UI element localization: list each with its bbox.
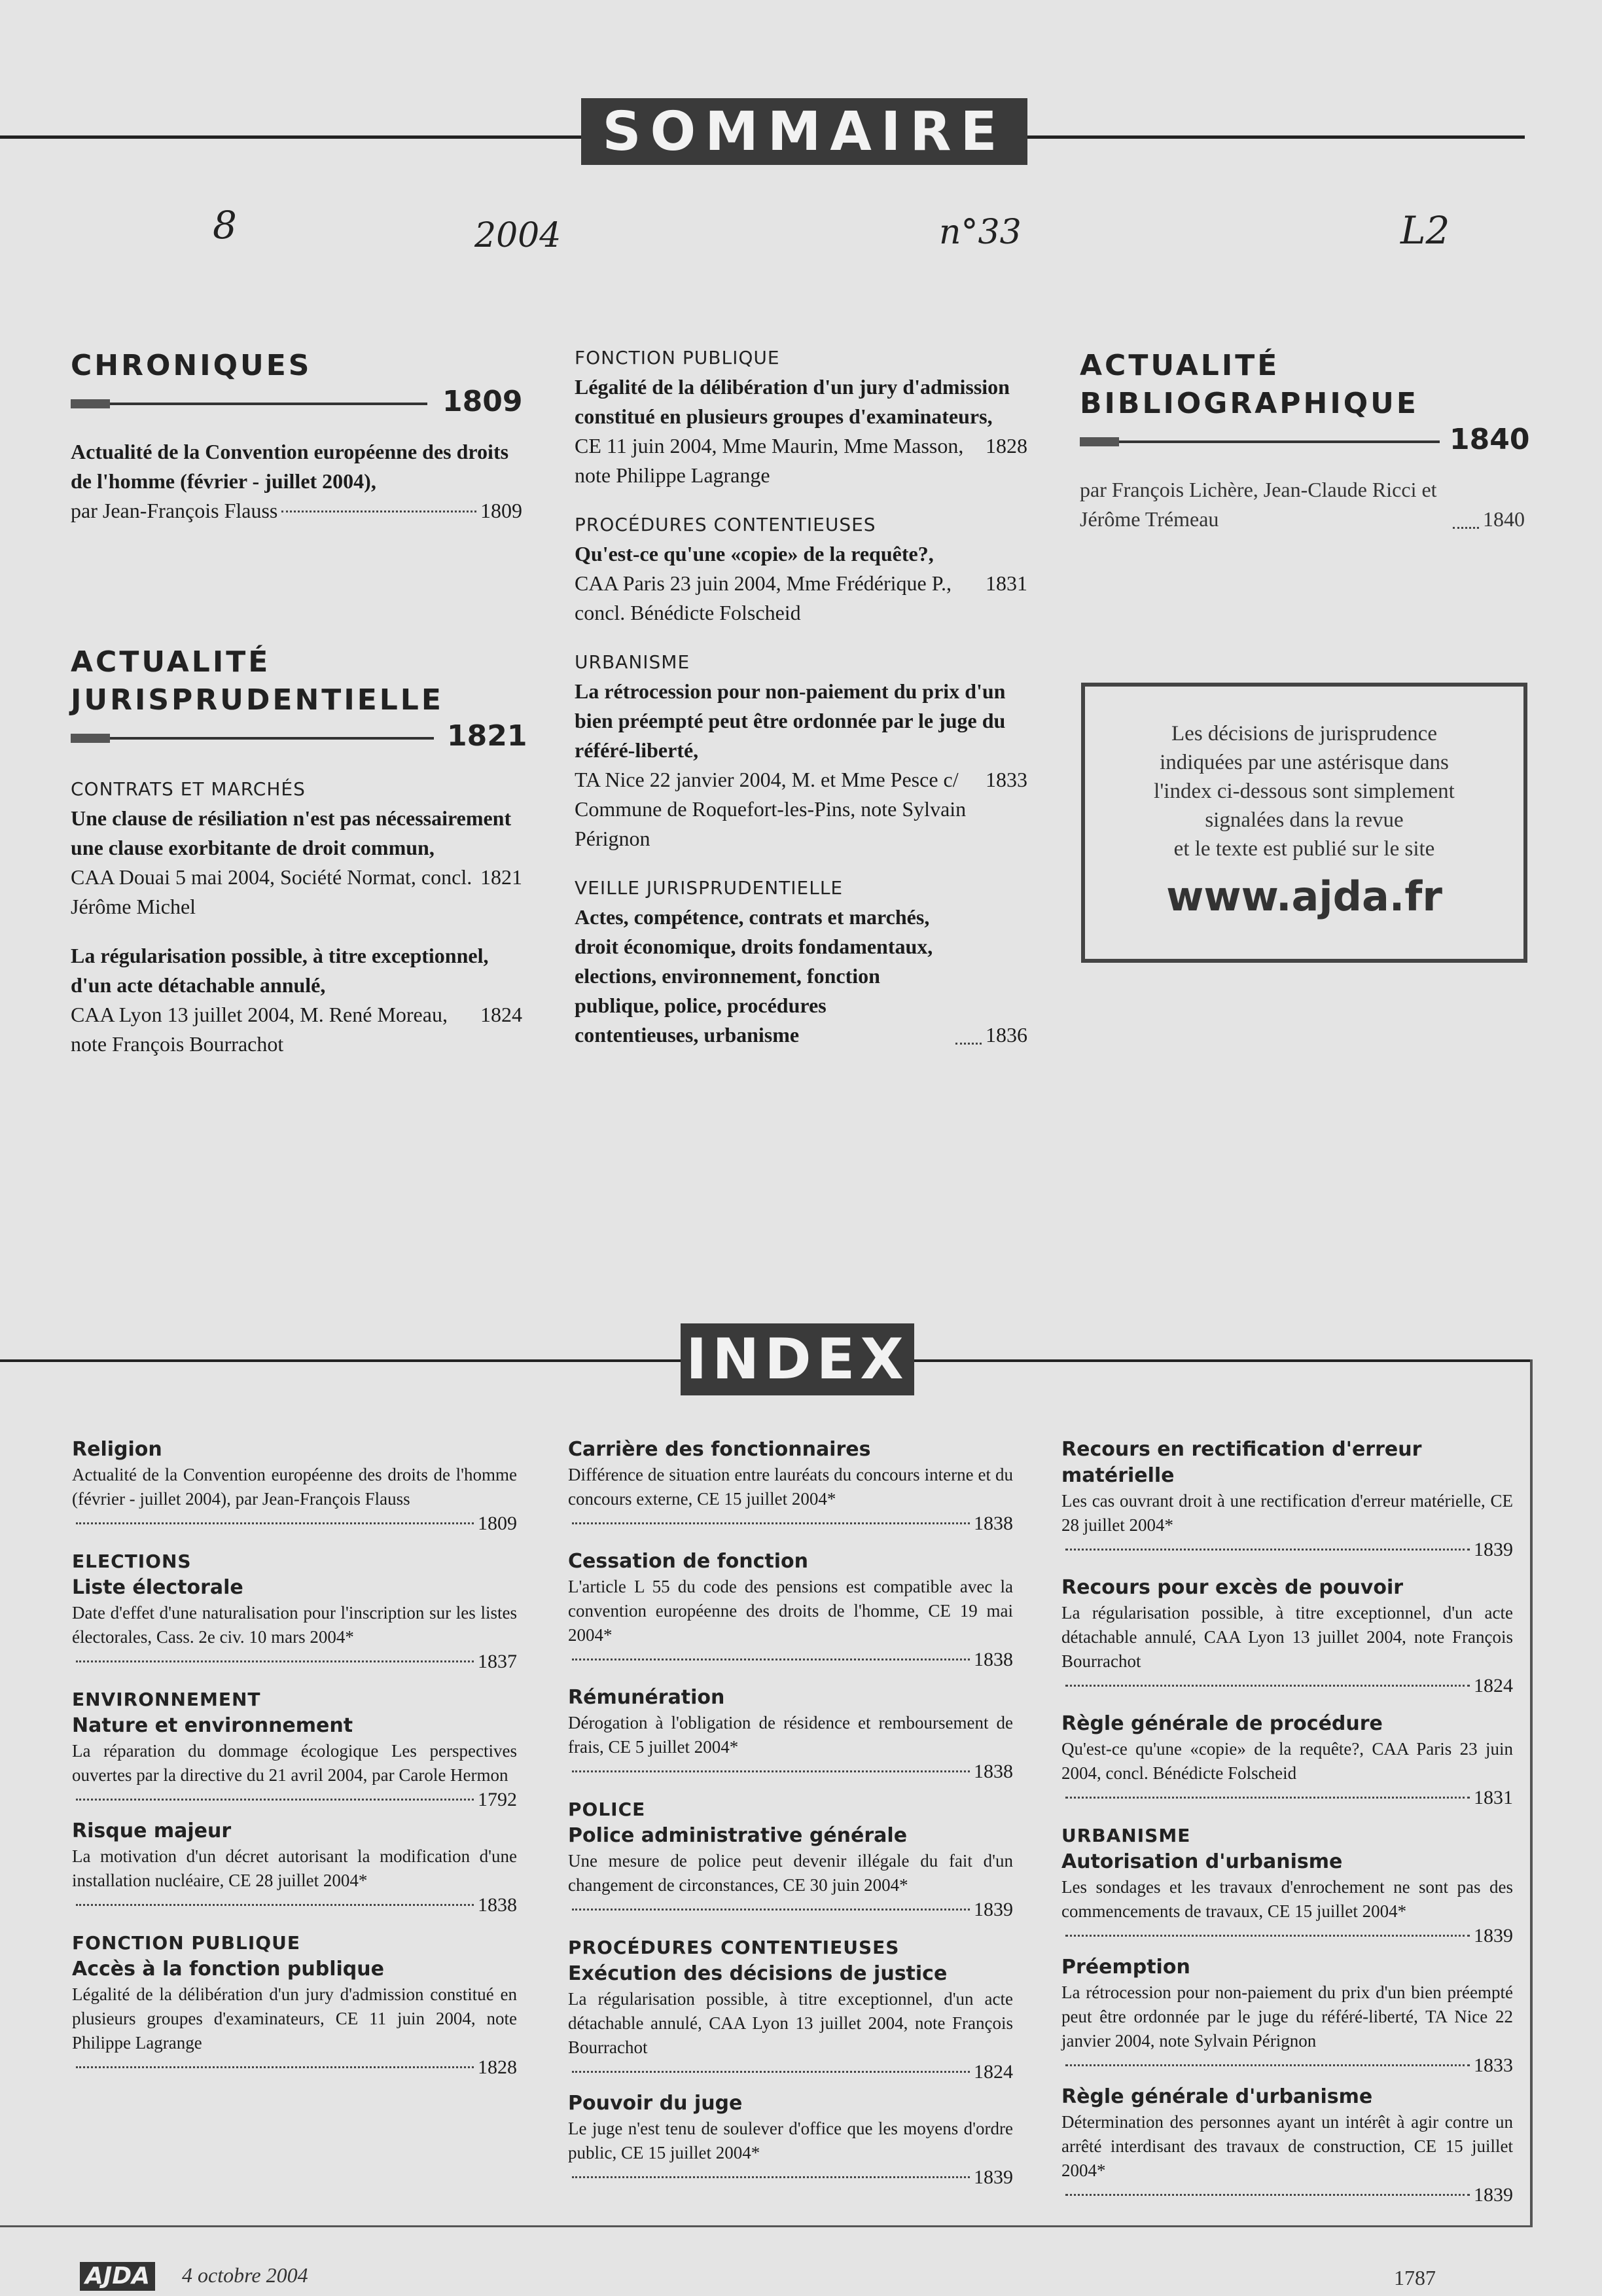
entry-details: TA Nice 22 janvier 2004, M. et Mme Pesce c/ Commune de Roquefort-les-Pins, note Sylvain Pérignon bbox=[575, 768, 967, 850]
header-rule-left bbox=[0, 135, 582, 139]
index-heading: Cessation de fonction bbox=[568, 1550, 809, 1573]
index-category-elections: ELECTIONS bbox=[72, 1551, 192, 1572]
index-entry[interactable] bbox=[1061, 1575, 1513, 1698]
handwritten-note-2: 2004 bbox=[474, 216, 561, 255]
index-text: La réparation du dommage écologique Les perspectives ouvertes par la directive du 21 avril 2004, par Carole Hermon bbox=[72, 1741, 517, 1785]
notice-line-1: Les décisions de jurisprudence bbox=[1171, 722, 1437, 745]
notice-line-3: l'index ci-dessous sont simplement bbox=[1154, 780, 1455, 803]
index-heading: Accès à la fonction publique bbox=[72, 1958, 384, 1981]
category-procedures: PROCÉDURES CONTENTIEUSES bbox=[575, 514, 876, 535]
index-category-urbanisme: URBANISME bbox=[1061, 1825, 1191, 1846]
index-entry[interactable] bbox=[1061, 1849, 1513, 1948]
entry-page: 1833 bbox=[986, 768, 1027, 791]
entry-title: Actualité de la Convention européenne des droits de l'homme (février - juillet 2004), bbox=[71, 440, 509, 493]
index-category-fonction-publique: FONCTION PUBLIQUE bbox=[72, 1932, 300, 1954]
notice-url-link[interactable]: www.ajda.fr bbox=[1166, 872, 1442, 920]
category-veille: VEILLE JURISPRUDENTIELLE bbox=[575, 877, 844, 899]
index-entry[interactable] bbox=[72, 1713, 517, 1812]
index-text: La régularisation possible, à titre exceptionnel, d'un acte détachable annulé, CAA Lyon 13 juillet 2004, note François Bourrachot bbox=[1061, 1603, 1513, 1671]
index-column-3 bbox=[1061, 1437, 1513, 2207]
index-page: 1839 bbox=[1474, 1925, 1513, 1946]
index-text: La motivation d'un décret autorisant la modification d'une installation nucléaire, CE 28 juillet 2004* bbox=[72, 1846, 517, 1890]
index-heading: Préemption bbox=[1061, 1956, 1190, 1979]
footer-date: 4 octobre 2004 bbox=[182, 2263, 308, 2287]
index-entry[interactable] bbox=[568, 1685, 1013, 1784]
bibliographique-title-2: BIBLIOGRAPHIQUE bbox=[1080, 387, 1419, 420]
index-heading: Nature et environnement bbox=[72, 1714, 353, 1737]
entry-title: La rétrocession pour non-paiement du prix d'un bien préempté peut être ordonnée par le juge du référé-liberté, bbox=[575, 679, 1006, 762]
index-page: 1839 bbox=[1474, 2184, 1513, 2206]
index-text: Légalité de la délibération d'un jury d'admission constitué en plusieurs groupes d'examinateurs, CE 11 juin 2004, note Philippe Lagrange bbox=[72, 1984, 517, 2053]
index-text: Actualité de la Convention européenne des droits de l'homme (février - juillet 2004), par Jean-François Flauss bbox=[72, 1465, 517, 1509]
entry-page: 1809 bbox=[480, 499, 522, 522]
handwritten-note-1: 8 bbox=[213, 203, 237, 247]
entry-title: Actes, compétence, contrats et marchés, droit économique, droits fondamentaux, elections, environnement, fonction publique, police, procédures contentieuses, urbanisme bbox=[575, 905, 933, 1047]
index-heading: Rémunération bbox=[568, 1686, 725, 1709]
index-page: 1831 bbox=[1474, 1787, 1513, 1808]
index-category-police: POLICE bbox=[568, 1799, 646, 1820]
chroniques-title: CHRONIQUES bbox=[71, 349, 312, 382]
index-text: La rétrocession pour non-paiement du prix d'un bien préempté peut être ordonnée par le juge du référé-liberté, TA Nice 22 janvier 2004, note Sylvain Pérignon bbox=[1061, 1982, 1513, 2051]
entry-details: par François Lichère, Jean-Claude Ricci et Jérôme Trémeau bbox=[1080, 478, 1437, 531]
jurisprudentielle-entry-1[interactable] bbox=[71, 804, 522, 922]
index-entry[interactable] bbox=[72, 1956, 517, 2079]
index-heading: Exécution des décisions de justice bbox=[568, 1962, 948, 1985]
index-box-bottom-border bbox=[0, 2225, 1533, 2227]
middle-entry-1[interactable] bbox=[575, 372, 1027, 490]
index-category-procedures: PROCÉDURES CONTENTIEUSES bbox=[568, 1937, 900, 1958]
index-text: Qu'est-ce qu'une «copie» de la requête?, CAA Paris 23 juin 2004, concl. Bénédicte Folscheid bbox=[1061, 1739, 1513, 1783]
notice-box bbox=[1081, 683, 1527, 963]
index-page: 1792 bbox=[478, 1789, 517, 1810]
index-heading: Recours pour excès de pouvoir bbox=[1061, 1576, 1404, 1599]
index-page: 1838 bbox=[974, 1761, 1013, 1782]
index-entry[interactable] bbox=[1061, 1437, 1513, 1562]
index-entry[interactable] bbox=[568, 1961, 1013, 2084]
index-rule-right bbox=[913, 1359, 1531, 1362]
index-entry[interactable] bbox=[568, 1823, 1013, 1922]
jurisprudentielle-entry-2[interactable] bbox=[71, 941, 522, 1059]
entry-title: Une clause de résiliation n'est pas nécessairement une clause exorbitante de droit commun, bbox=[71, 806, 512, 859]
index-page: 1809 bbox=[478, 1513, 517, 1534]
index-category-environnement: ENVIRONNEMENT bbox=[72, 1689, 261, 1710]
entry-details: CAA Paris 23 juin 2004, Mme Frédérique P., concl. Bénédicte Folscheid bbox=[575, 571, 952, 624]
index-box-right-border bbox=[1530, 1359, 1533, 2227]
index-page: 1839 bbox=[974, 1899, 1013, 1920]
index-text: Détermination des personnes ayant un intérêt à agir contre un arrêté interdisant des travaux de construction, CE 15 juillet 2004* bbox=[1061, 2112, 1513, 2180]
index-entry[interactable] bbox=[568, 1437, 1013, 1535]
bibliographique-rule bbox=[1080, 437, 1440, 446]
middle-entry-4[interactable] bbox=[575, 903, 1027, 1050]
index-entry[interactable] bbox=[1061, 1954, 1513, 2077]
handwritten-note-4: L2 bbox=[1400, 208, 1450, 253]
entry-details: par Jean-François Flauss bbox=[71, 499, 278, 522]
index-heading: Recours en rectification d'erreur matérielle bbox=[1061, 1438, 1422, 1487]
index-heading: Autorisation d'urbanisme bbox=[1061, 1850, 1343, 1873]
index-text: Différence de situation entre lauréats du concours interne et du concours externe, CE 15 juillet 2004* bbox=[568, 1465, 1013, 1509]
index-page: 1833 bbox=[1474, 2054, 1513, 2076]
entry-title: Légalité de la délibération d'un jury d'admission constitué en plusieurs groupes d'examinateurs, bbox=[575, 375, 1010, 428]
entry-page: 1831 bbox=[986, 571, 1027, 595]
index-page: 1839 bbox=[974, 2166, 1013, 2188]
notice-line-4: signalées dans la revue bbox=[1205, 808, 1404, 832]
index-page: 1838 bbox=[974, 1649, 1013, 1670]
index-entry[interactable] bbox=[1061, 1711, 1513, 1810]
footer-journal-logo: AJDA bbox=[80, 2262, 155, 2291]
entry-details: CAA Douai 5 mai 2004, Société Normat, concl. Jérôme Michel bbox=[71, 865, 472, 918]
index-entry[interactable] bbox=[568, 1549, 1013, 1672]
header-rule-right bbox=[1027, 135, 1525, 139]
bibliographique-title-1: ACTUALITÉ bbox=[1080, 349, 1280, 382]
jurisprudentielle-rule bbox=[71, 734, 434, 743]
entry-page: 1828 bbox=[986, 434, 1027, 457]
jurisprudentielle-title-1: ACTUALITÉ bbox=[71, 645, 271, 679]
index-text: L'article L 55 du code des pensions est compatible avec la convention européenne des droits de l'homme, CE 19 mai 2004* bbox=[568, 1577, 1013, 1645]
chroniques-rule bbox=[71, 399, 427, 408]
index-heading: Règle générale d'urbanisme bbox=[1061, 2085, 1373, 2108]
middle-entry-3[interactable] bbox=[575, 677, 1027, 853]
bibliographique-entry[interactable] bbox=[1080, 475, 1525, 534]
index-text: Les sondages et les travaux d'enrochement ne sont pas des commencements de travaux, CE 15 juillet 2004* bbox=[1061, 1877, 1513, 1921]
index-heading: Pouvoir du juge bbox=[568, 2092, 743, 2115]
sommaire-banner: SOMMAIRE bbox=[581, 98, 1027, 165]
notice-line-2: indiquées par une astérisque dans bbox=[1160, 751, 1449, 774]
entry-page: 1821 bbox=[480, 865, 522, 889]
index-entry[interactable] bbox=[72, 1437, 517, 1535]
notice-line-5: et le texte est publié sur le site bbox=[1173, 837, 1435, 861]
entry-details: CE 11 juin 2004, Mme Maurin, Mme Masson, note Philippe Lagrange bbox=[575, 434, 964, 487]
index-text: Les cas ouvrant droit à une rectification d'erreur matérielle, CE 28 juillet 2004* bbox=[1061, 1491, 1513, 1535]
index-text: La régularisation possible, à titre exceptionnel, d'un acte détachable annulé, CAA Lyon 13 juillet 2004, note François Bourrachot bbox=[568, 1989, 1013, 2057]
index-heading: Liste électorale bbox=[72, 1576, 243, 1599]
entry-details: CAA Lyon 13 juillet 2004, M. René Moreau, note François Bourrachot bbox=[71, 1003, 448, 1056]
index-page: 1828 bbox=[478, 2056, 517, 2078]
index-rule-left bbox=[0, 1359, 682, 1362]
index-heading: Carrière des fonctionnaires bbox=[568, 1438, 871, 1461]
index-text: Dérogation à l'obligation de résidence et remboursement de frais, CE 5 juillet 2004* bbox=[568, 1713, 1013, 1757]
toc-left-column bbox=[71, 347, 527, 1059]
category-contrats: CONTRATS ET MARCHÉS bbox=[71, 778, 306, 800]
jurisprudentielle-page: 1821 bbox=[447, 719, 527, 753]
index-heading: Religion bbox=[72, 1438, 162, 1461]
index-heading: Police administrative générale bbox=[568, 1824, 908, 1847]
index-text: Le juge n'est tenu de soulever d'office que les moyens d'ordre public, CE 15 juillet 2004* bbox=[568, 2119, 1013, 2162]
entry-page: 1840 bbox=[1483, 507, 1525, 531]
index-column-1 bbox=[72, 1437, 517, 2079]
index-heading: Règle générale de procédure bbox=[1061, 1712, 1383, 1735]
index-page: 1837 bbox=[478, 1651, 517, 1672]
index-entry[interactable] bbox=[1061, 2084, 1513, 2207]
entry-page: 1836 bbox=[986, 1023, 1027, 1047]
bibliographique-page: 1840 bbox=[1450, 423, 1530, 456]
toc-right-column bbox=[1080, 347, 1530, 534]
index-page: 1838 bbox=[974, 1513, 1013, 1534]
handwritten-note-3: n°33 bbox=[939, 213, 1022, 252]
index-text: Une mesure de police peut devenir illégale du fait d'un changement de circonstances, CE 30 juin 2004* bbox=[568, 1851, 1013, 1895]
index-banner: INDEX bbox=[681, 1323, 914, 1395]
chroniques-page: 1809 bbox=[442, 385, 523, 418]
toc-middle-column bbox=[575, 347, 1027, 1050]
index-page: 1824 bbox=[1474, 1675, 1513, 1696]
category-urbanisme: URBANISME bbox=[575, 651, 690, 673]
category-fonction-publique: FONCTION PUBLIQUE bbox=[575, 347, 780, 368]
index-entry[interactable] bbox=[72, 1575, 517, 1674]
index-heading: Risque majeur bbox=[72, 1820, 232, 1842]
index-entry[interactable] bbox=[72, 1818, 517, 1917]
index-page: 1839 bbox=[1474, 1539, 1513, 1560]
jurisprudentielle-title-2: JURISPRUDENTIELLE bbox=[71, 683, 444, 717]
footer-page-number: 1787 bbox=[1394, 2266, 1436, 2289]
index-column-2 bbox=[568, 1437, 1013, 2189]
middle-entry-2[interactable] bbox=[575, 539, 1027, 628]
entry-title: Qu'est-ce qu'une «copie» de la requête?, bbox=[575, 542, 934, 565]
chroniques-entry[interactable] bbox=[71, 437, 522, 526]
index-text: Date d'effet d'une naturalisation pour l'inscription sur les listes électorales, Cass. 2e civ. 10 mars 2004* bbox=[72, 1603, 517, 1647]
index-page: 1824 bbox=[974, 2061, 1013, 2083]
index-entry[interactable] bbox=[568, 2090, 1013, 2189]
entry-title: La régularisation possible, à titre exceptionnel, d'un acte détachable annulé, bbox=[71, 944, 489, 997]
entry-page: 1824 bbox=[480, 1003, 522, 1026]
index-page: 1838 bbox=[478, 1894, 517, 1916]
